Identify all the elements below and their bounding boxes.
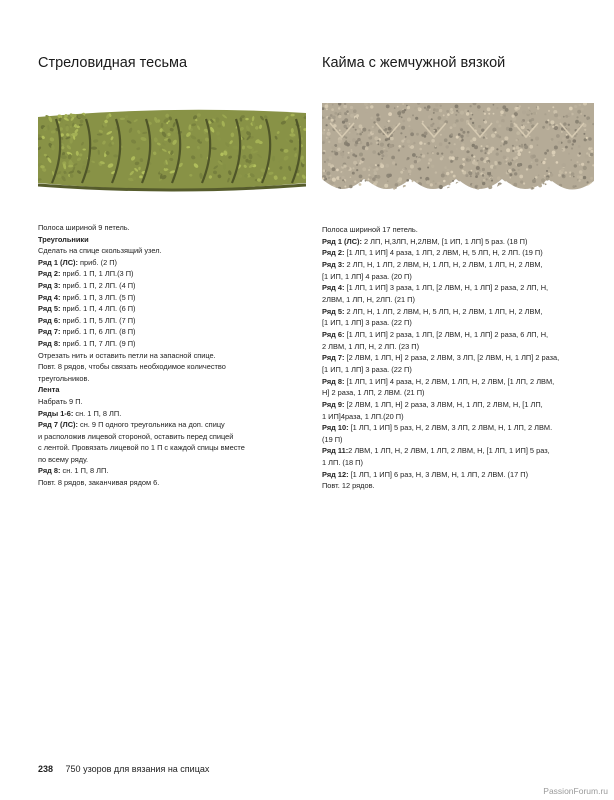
instruction-line [322, 271, 594, 283]
instruction-text: 2ЛВМ, 1 ЛП, Н, 2ЛП. (21 П) [322, 294, 415, 304]
row-label: Ряд 7: [322, 353, 345, 363]
row-label: Ряд 3: [38, 280, 61, 290]
instruction-line [322, 457, 594, 469]
instruction-line [38, 326, 306, 338]
right-pattern-title: Кайма с жемчужной вязкой [322, 55, 506, 71]
instruction-text: приб. 1 П, 5 ЛП. (7 П) [60, 315, 136, 325]
instruction-line [322, 352, 594, 364]
instruction-text: 1 ЛП. (18 П) [322, 458, 363, 468]
instruction-line [38, 303, 306, 315]
instruction-line [322, 445, 594, 457]
instruction-line [322, 364, 594, 376]
instruction-text: [1 ЛП, 1 ИП] 3 раза, 1 ЛП, [2 ЛВМ, Н, 1 ЛП] 2 раза, 2 ЛП, Н, [344, 283, 549, 293]
instruction-text: [1 ЛП, 1 ИП] 2 раза, 1 ЛП, [2 ЛВМ, Н, 1 ЛП] 2 раза, 6 ЛП, Н, [344, 329, 549, 339]
instruction-text: с лентой. Провязать лицевой по 1 П с каждой спицы вместе [38, 443, 245, 453]
instruction-line [38, 454, 306, 466]
instruction-line [322, 399, 594, 411]
instruction-line [322, 282, 594, 294]
instruction-line [38, 222, 306, 234]
arrow-braid-photo [38, 103, 306, 199]
instruction-line [38, 431, 306, 443]
instruction-text: [1 ЛП, 1 ИП] 6 раз, Н, 3 ЛВМ, Н, 1 ЛП, 2 ЛВМ. (17 П) [348, 469, 529, 479]
instruction-text: [1 ЛП, 1 ИП] 4 раза, 1 ЛП, 2 ЛВМ, Н, 5 ЛП, Н, 2 ЛП. (19 П) [344, 248, 543, 258]
instruction-line [38, 477, 306, 489]
row-label: Ряд 6: [322, 329, 345, 339]
row-label: Ряд 3: [322, 259, 345, 269]
instruction-text: Н] 2 раза, 1 ЛП, 2 ЛВМ. (21 П) [322, 388, 425, 398]
instruction-text: приб. (2 П) [77, 257, 118, 267]
instruction-line [322, 411, 594, 423]
instruction-text: 2 ЛВМ, 1 ЛП, Н, 2 ЛВМ, 1 ЛП, 2 ЛВМ, Н, [1 ЛП, 1 ИП] 5 раз, [348, 446, 550, 456]
instruction-text: 2 ЛП, Н, 1 ЛП, 2 ЛВМ, Н, 5 ЛП, Н, 2 ЛВМ, 1 ЛП, Н, 2 ЛВМ, [344, 306, 543, 316]
instruction-text: сн. 1 П, 8 ЛП. [60, 466, 109, 476]
row-label: Ряды 1-6: [38, 408, 74, 418]
row-label: Ряд 2: [322, 248, 345, 258]
instruction-line [322, 236, 594, 248]
row-label: Ряд 2: [38, 269, 61, 279]
instruction-text: Повт. 12 рядов. [322, 481, 375, 491]
page-number: 238 [38, 764, 54, 774]
instruction-text: Повт. 8 рядов, чтобы связать необходимое количество [38, 362, 226, 372]
seed-stitch-edging-photo [322, 103, 594, 199]
instruction-line [38, 373, 306, 385]
instruction-text: Полоса шириной 9 петель. [38, 223, 130, 232]
instruction-line [38, 268, 306, 280]
instruction-line [322, 376, 594, 388]
instruction-text: приб. 1 П, 2 ЛП. (4 П) [60, 280, 136, 290]
instruction-text: [1 ЛП, 1 ИП] 4 раза, Н, 2 ЛВМ, 1 ЛП, Н, 2 ЛВМ, [1 ЛП, 2 ЛВМ, [344, 376, 555, 386]
row-label: Ряд 7 (ЛС): [38, 420, 78, 430]
instruction-line [38, 442, 306, 454]
instruction-line [38, 361, 306, 373]
instruction-line [38, 245, 306, 257]
instruction-text: [1 ИП, 1 ЛП] 4 раза. (20 П) [322, 271, 412, 281]
instruction-line [322, 387, 594, 399]
instruction-line [322, 294, 594, 306]
row-label: Ряд 4: [322, 283, 345, 293]
instruction-line [322, 469, 594, 481]
instruction-line [322, 247, 594, 259]
instruction-line [38, 408, 306, 420]
right-pattern-instructions [322, 224, 594, 492]
instruction-text: сн. 1 П, 8 ЛП. [73, 408, 122, 418]
row-label: Ряд 1 (ЛС): [38, 257, 78, 267]
page-footer [38, 764, 209, 774]
instruction-line [38, 257, 306, 269]
instruction-line [38, 292, 306, 304]
instruction-text: приб. 1 П, 4 ЛП. (6 П) [60, 304, 136, 314]
row-label: Ряд 4: [38, 292, 61, 302]
instruction-line [322, 422, 594, 434]
row-label: Ряд 5: [322, 306, 345, 316]
instruction-line [322, 480, 594, 492]
instruction-text: приб. 1 П, 3 ЛП. (5 П) [60, 292, 136, 302]
instruction-text: 2 ЛП, Н,3ЛП, Н,2ЛВМ, [1 ИП, 1 ЛП] 5 раз. (18 П) [361, 236, 528, 246]
instruction-text: приб. 1 П, 1 ЛП.(3 П) [60, 269, 134, 279]
section-heading: Треугольники [38, 234, 89, 244]
instruction-line [322, 306, 594, 318]
right-pattern-photo [322, 103, 594, 199]
instruction-text: Отрезать нить и оставить петли на запасной спице. [38, 350, 216, 360]
instruction-text: Сделать на спице скользящий узел. [38, 246, 162, 256]
instruction-text: [2 ЛВМ, 1 ЛП, Н] 2 раза, 3 ЛВМ, Н, 1 ЛП, 2 ЛВМ, Н, [1 ЛП, [344, 399, 543, 409]
instruction-text: 1 ИП]4раза, 1 ЛП.(20 П) [322, 411, 404, 421]
instruction-text: 2 ЛВМ, 1 ЛП, Н, 2 ЛП. (23 П) [322, 341, 420, 351]
row-label: Ряд 6: [38, 315, 61, 325]
instruction-text: (19 П) [322, 434, 343, 444]
row-label: Ряд 7: [38, 327, 61, 337]
row-label: Ряд 8: [38, 338, 61, 348]
instruction-text: Набрать 9 П. [38, 396, 83, 406]
instruction-line [322, 224, 594, 236]
book-title: 750 узоров для вязания на спицах [65, 764, 210, 774]
instruction-text: [1 ИП, 1 ЛП] 3 раза. (22 П) [322, 364, 412, 374]
row-label: Ряд 12: [322, 469, 349, 479]
instruction-text: и расположив лицевой стороной, оставить перед спицей [38, 431, 234, 441]
row-label: Ряд 10: [322, 423, 349, 433]
instruction-text: приб. 1 П, 7 ЛП. (9 П) [60, 338, 136, 348]
row-label: Ряд 8: [322, 376, 345, 386]
row-label: Ряд 5: [38, 304, 61, 314]
row-label: Ряд 9: [322, 399, 345, 409]
instruction-line [38, 338, 306, 350]
left-pattern-instructions [38, 222, 306, 489]
instruction-text: [1 ЛП, 1 ИП] 5 раз, Н, 2 ЛВМ, 3 ЛП, 2 ЛВМ, Н, 1 ЛП, 2 ЛВМ. [348, 423, 553, 433]
row-label: Ряд 11: [322, 446, 349, 456]
instruction-line [38, 384, 306, 396]
watermark: PassionForum.ru [543, 786, 608, 796]
instruction-line [322, 329, 594, 341]
instruction-line [38, 465, 306, 477]
instruction-line [38, 396, 306, 408]
instruction-text: [2 ЛВМ, 1 ЛП, Н] 2 раза, 2 ЛВМ, 3 ЛП, [2 ЛВМ, Н, 1 ЛП] 2 раза, [344, 353, 560, 363]
row-label: Ряд 8: [38, 466, 61, 476]
section-heading: Лента [38, 385, 60, 395]
row-label: Ряд 1 (ЛС): [322, 236, 362, 246]
instruction-line [38, 350, 306, 362]
instruction-text: приб. 1 П, 6 ЛП. (8 П) [60, 327, 136, 337]
instruction-text: [1 ИП, 1 ЛП] 3 раза. (22 П) [322, 318, 412, 328]
instruction-text: сн. 9 П одного треугольника на доп. спицу [77, 420, 225, 430]
left-pattern-photo [38, 103, 306, 199]
instruction-line [322, 341, 594, 353]
left-pattern-title: Стреловидная тесьма [38, 55, 188, 71]
instruction-text: Полоса шириной 17 петель. [322, 225, 418, 234]
instruction-text: по всему ряду. [38, 454, 89, 464]
instruction-line [322, 317, 594, 329]
instruction-line [38, 315, 306, 327]
instruction-line [38, 419, 306, 431]
instruction-text: 2 ЛП, Н, 1 ЛП, 2 ЛВМ, Н, 1 ЛП, Н, 2 ЛВМ, 1 ЛП, Н, 2 ЛВМ, [344, 259, 543, 269]
instruction-text: треугольников. [38, 373, 90, 383]
instruction-line [38, 234, 306, 246]
instruction-line [322, 434, 594, 446]
instruction-line [38, 280, 306, 292]
instruction-line [322, 259, 594, 271]
instruction-text: Повт. 8 рядов, заканчивая рядом 6. [38, 478, 160, 488]
